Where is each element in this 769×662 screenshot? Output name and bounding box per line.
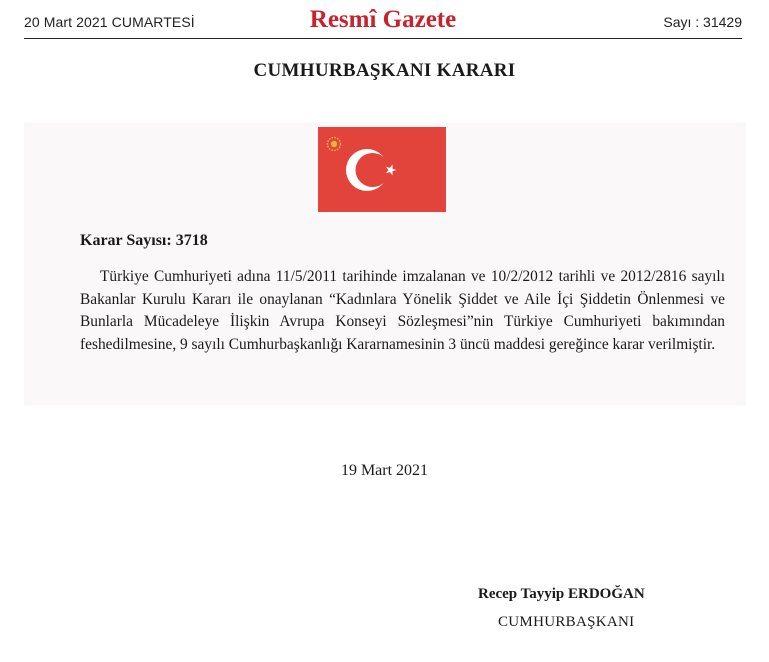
signer-name: Recep Tayyip ERDOĞAN — [478, 586, 645, 602]
decision-number: Karar Sayısı: 3718 — [80, 232, 208, 249]
decision-date: 19 Mart 2021 — [340, 462, 429, 479]
gazette-header — [24, 6, 742, 39]
signer-title: CUMHURBAŞKANI — [498, 614, 635, 630]
issue-date: 20 Mart 2021 CUMARTESİ — [24, 14, 195, 30]
turkish-flag-icon — [318, 127, 446, 212]
decision-paragraph: Türkiye Cumhuriyeti adına 11/5/2011 tarihinde imzalanan ve 10/2/2012 tarihli ve 2012/2816 sayılı Bakanlar Kurulu Kararı ile onaylanan “Kadınlara Yönelik Şiddet ve Aile İçi Şiddetin Önlenmesi ve Bunlarla Mücadeleye İlişkin Avrupa Konseyi Sözleşmesi”nin Türkiye Cumhuriyeti bakımından feshedilmesine, 9 sayılı Cumhurbaşkanlığı Kararnamesinin 3 üncü maddesi gereğince karar verilmiştir. — [80, 268, 725, 353]
document-title: CUMHURBAŞKANI KARARI — [253, 60, 516, 81]
issue-number: Sayı : 31429 — [663, 14, 742, 30]
gazette-title: Resmî Gazete — [309, 6, 457, 33]
